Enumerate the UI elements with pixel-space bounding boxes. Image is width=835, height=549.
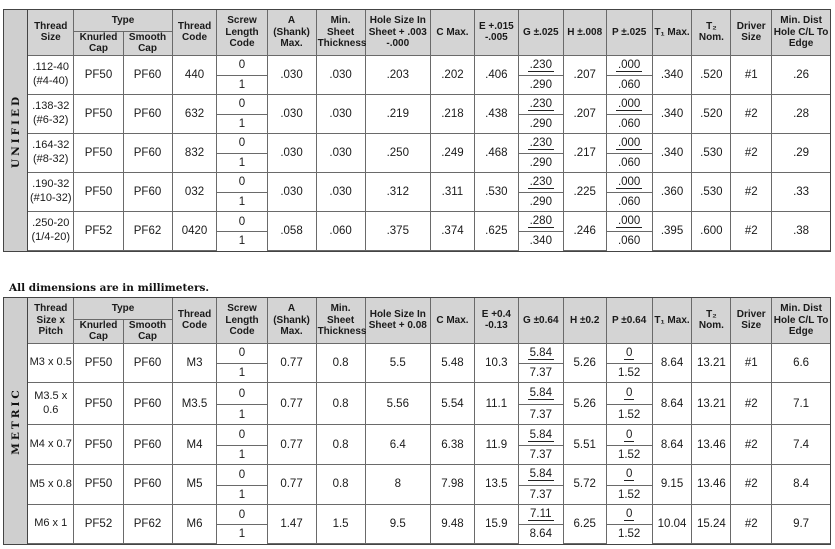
header-a: A (Shank) Max. (267, 10, 316, 55)
header-min-sheet: Min. Sheet Thickness (316, 298, 365, 343)
min-sheet-cell: 0.8 (316, 465, 365, 505)
g-cell-top (518, 504, 563, 525)
header-type: Type (74, 10, 172, 31)
screw-length-code-cell: 1 (217, 405, 267, 425)
header-smooth-cap: Smooth Cap (123, 319, 172, 343)
hole-size-cell: 9.5 (365, 504, 430, 543)
t1-cell: 8.64 (652, 383, 692, 425)
h-cell: 5.26 (563, 343, 606, 383)
thread-size-value: M3.5 x 0.6 (34, 390, 68, 416)
a-shank-cell: .030 (267, 94, 316, 133)
p-value-top: 0 (625, 346, 633, 359)
driver-size-cell: #1 (731, 55, 772, 94)
p-value-top: .000 (617, 215, 641, 228)
header-h: H ±0.2 (563, 298, 606, 343)
header-t2: T₂ Nom. (692, 10, 731, 55)
screw-length-code-cell: 0 (217, 133, 267, 153)
thread-code-cell: M3.5 (172, 383, 217, 425)
p-value-top: 0 (625, 468, 633, 481)
thread-code-cell: 632 (172, 94, 217, 133)
knurled-cap-cell: PF50 (74, 343, 123, 383)
g-cell-top (518, 211, 563, 232)
g-cell-bottom: 7.37 (518, 364, 563, 383)
units-note: All dimensions are in millimeters. (9, 282, 210, 294)
table-row (28, 133, 830, 153)
header-thread-size: Thread Size x Pitch (28, 298, 74, 343)
a-shank-cell: 0.77 (267, 425, 316, 465)
t1-cell: .360 (652, 172, 692, 211)
header-p: P ±0.64 (606, 298, 652, 343)
g-value-top: .230 (529, 58, 552, 71)
h-cell: 5.26 (563, 383, 606, 425)
thread-code-cell: 440 (172, 55, 217, 94)
t1-cell: .340 (652, 55, 692, 94)
min-dist-cell: .26 (772, 55, 830, 94)
header-t1: T₁ Max. (652, 298, 692, 343)
thread-size-value: M3 x 0.5 (29, 356, 72, 369)
header-type: Type (74, 298, 172, 319)
t2-cell: 13.21 (692, 383, 731, 425)
header-hole-size: Hole Size In Sheet + .003 -.000 (365, 10, 430, 55)
header-thread-code: Thread Code (172, 298, 217, 343)
a-shank-cell: 0.77 (267, 465, 316, 505)
g-cell-bottom: .290 (518, 192, 563, 211)
screw-length-code-cell: 0 (217, 425, 267, 446)
knurled-cap-cell: PF50 (74, 383, 123, 425)
header-a: A (Shank) Max. (267, 298, 316, 343)
h-cell: 5.72 (563, 465, 606, 505)
thread-size-cell (28, 55, 74, 94)
header-min-dist: Min. Dist Hole C/L To Edge (772, 298, 830, 343)
table-row (28, 343, 830, 364)
knurled-cap-cell: PF50 (74, 465, 123, 505)
screw-length-code-cell: 0 (217, 55, 267, 75)
c-max-cell: .218 (430, 94, 474, 133)
table-row (28, 383, 830, 405)
p-value-top: .000 (617, 97, 641, 110)
e-cell: .438 (474, 94, 518, 133)
a-shank-cell: 0.77 (267, 343, 316, 383)
table-row (28, 94, 830, 114)
g-cell-bottom: 7.37 (518, 485, 563, 504)
header-knurled-cap: Knurled Cap (74, 31, 123, 55)
thread-size-value: M6 x 1 (34, 517, 68, 530)
metric-side-label: METRIC (4, 298, 28, 544)
header-thread-code: Thread Code (172, 10, 217, 55)
min-dist-cell: .28 (772, 94, 830, 133)
g-cell-bottom: 7.37 (518, 405, 563, 425)
g-cell-bottom: .340 (518, 232, 563, 251)
g-cell-bottom: .290 (518, 114, 563, 133)
t2-cell: .530 (692, 172, 731, 211)
p-cell-top (606, 504, 652, 525)
thread-code-cell: M4 (172, 425, 217, 465)
p-value-top: .000 (617, 58, 641, 71)
e-cell: .530 (474, 172, 518, 211)
p-cell-bottom: .060 (606, 153, 652, 172)
g-value-top: .230 (529, 136, 552, 149)
screw-length-code-cell: 1 (217, 364, 267, 383)
thread-size-cell (28, 504, 74, 543)
p-cell-bottom: 1.52 (606, 525, 652, 544)
p-cell-top (606, 133, 652, 153)
smooth-cap-cell: PF60 (123, 133, 172, 172)
header-hole-size: Hole Size In Sheet + 0.08 (365, 298, 430, 343)
screw-length-code-cell: 1 (217, 485, 267, 504)
t2-cell: .520 (692, 94, 731, 133)
hole-size-cell: .312 (365, 172, 430, 211)
metric-table-body (28, 343, 830, 544)
thread-size-value: .112-40 (32, 60, 69, 73)
c-max-cell: .202 (430, 55, 474, 94)
thread-size-value: .190-32 (32, 178, 70, 191)
header-g: G ±0.64 (518, 298, 563, 343)
p-cell-bottom: 1.52 (606, 485, 652, 504)
c-max-cell: 9.48 (430, 504, 474, 543)
min-dist-cell: .38 (772, 211, 830, 250)
thread-size-value: M5 x 0.8 (29, 477, 72, 490)
h-cell: .207 (563, 55, 606, 94)
t2-cell: 13.46 (692, 425, 731, 465)
header-min-dist: Min. Dist Hole C/L To Edge (772, 10, 830, 55)
hole-size-cell: .375 (365, 211, 430, 250)
g-cell-bottom: .290 (518, 75, 563, 94)
smooth-cap-cell: PF60 (123, 172, 172, 211)
h-cell: 5.51 (563, 425, 606, 465)
e-cell: 11.9 (474, 425, 518, 465)
driver-size-cell: #2 (731, 425, 772, 465)
unified-side-label: UNIFIED (4, 10, 28, 251)
driver-size-cell: #2 (731, 133, 772, 172)
hole-size-cell: 6.4 (365, 425, 430, 465)
knurled-cap-cell: PF52 (74, 504, 123, 543)
p-cell-top (606, 343, 652, 364)
smooth-cap-cell: PF60 (123, 465, 172, 505)
p-cell-top (606, 465, 652, 486)
c-max-cell: 6.38 (430, 425, 474, 465)
thread-size-cell (28, 94, 74, 133)
t1-cell: 8.64 (652, 425, 692, 465)
header-t2: T₂ Nom. (692, 298, 731, 343)
min-dist-cell: 7.4 (772, 425, 830, 465)
a-shank-cell: .030 (267, 172, 316, 211)
g-value-top: .280 (529, 215, 552, 228)
header-e: E +.015 -.005 (474, 10, 518, 55)
min-sheet-cell: 0.8 (316, 343, 365, 383)
thread-size-number: (#10-32) (29, 191, 72, 204)
g-value-top: .230 (529, 175, 552, 188)
table-row (28, 465, 830, 486)
header-screw-length-code: Screw Length Code (217, 298, 267, 343)
h-cell: .246 (563, 211, 606, 250)
smooth-cap-cell: PF60 (123, 94, 172, 133)
t2-cell: 15.24 (692, 504, 731, 543)
g-cell-top (518, 172, 563, 192)
screw-length-code-cell: 0 (217, 211, 267, 232)
driver-size-cell: #2 (731, 465, 772, 505)
e-cell: 11.1 (474, 383, 518, 425)
knurled-cap-cell: PF52 (74, 211, 123, 250)
header-e: E +0.4 -0.13 (474, 298, 518, 343)
screw-length-code-cell: 1 (217, 445, 267, 464)
c-max-cell: .311 (430, 172, 474, 211)
knurled-cap-cell: PF50 (74, 94, 123, 133)
e-cell: .625 (474, 211, 518, 250)
hole-size-cell: .219 (365, 94, 430, 133)
screw-length-code-cell: 0 (217, 465, 267, 486)
smooth-cap-cell: PF62 (123, 504, 172, 543)
min-dist-cell: 7.1 (772, 383, 830, 425)
hole-size-cell: 5.56 (365, 383, 430, 425)
e-cell: .406 (474, 55, 518, 94)
metric-table-section (3, 297, 831, 545)
g-cell-bottom: .290 (518, 153, 563, 172)
p-value-top: 0 (625, 428, 633, 441)
screw-length-code-cell: 0 (217, 172, 267, 192)
driver-size-cell: #2 (731, 383, 772, 425)
g-value-top: 5.84 (529, 428, 552, 441)
driver-size-cell: #2 (731, 211, 772, 250)
unified-table-section (3, 9, 831, 252)
header-p: P ±.025 (606, 10, 652, 55)
screw-length-code-cell: 0 (217, 94, 267, 114)
min-dist-cell: 9.7 (772, 504, 830, 543)
t1-cell: .395 (652, 211, 692, 250)
t2-cell: .600 (692, 211, 731, 250)
thread-code-cell: 032 (172, 172, 217, 211)
g-value-top: 5.84 (529, 346, 552, 359)
min-sheet-cell: .030 (316, 133, 365, 172)
p-cell-top (606, 211, 652, 232)
header-screw-length-code: Screw Length Code (217, 10, 267, 55)
screw-length-code-cell: 1 (217, 192, 267, 211)
header-smooth-cap: Smooth Cap (123, 31, 172, 55)
c-max-cell: .249 (430, 133, 474, 172)
unified-table-body (28, 55, 830, 251)
a-shank-cell: 1.47 (267, 504, 316, 543)
thread-size-number: (#4-40) (33, 74, 69, 87)
a-shank-cell: .030 (267, 133, 316, 172)
thread-size-cell (28, 172, 74, 211)
thread-size-cell (28, 211, 74, 250)
table-row (28, 504, 830, 525)
g-cell-top (518, 94, 563, 114)
thread-size-cell (28, 383, 74, 425)
hole-size-cell: .203 (365, 55, 430, 94)
knurled-cap-cell: PF50 (74, 55, 123, 94)
screw-length-code-cell: 1 (217, 525, 267, 544)
unified-spec-table (28, 10, 830, 251)
g-cell-top (518, 55, 563, 75)
hole-size-cell: 8 (365, 465, 430, 505)
thread-size-value: M4 x 0.7 (29, 437, 72, 450)
header-h: H ±.008 (563, 10, 606, 55)
thread-size-cell (28, 133, 74, 172)
header-t1: T₁ Max. (652, 10, 692, 55)
hole-size-cell: .250 (365, 133, 430, 172)
t2-cell: .530 (692, 133, 731, 172)
c-max-cell: 5.48 (430, 343, 474, 383)
min-sheet-cell: .030 (316, 55, 365, 94)
h-cell: .207 (563, 94, 606, 133)
g-value-top: 5.84 (529, 468, 552, 481)
g-cell-top (518, 343, 563, 364)
t2-cell: 13.21 (692, 343, 731, 383)
g-cell-bottom: 8.64 (518, 525, 563, 544)
thread-size-value: .250-20 (32, 217, 70, 230)
thread-size-cell (28, 343, 74, 383)
p-cell-top (606, 94, 652, 114)
smooth-cap-cell: PF60 (123, 425, 172, 465)
c-max-cell: 5.54 (430, 383, 474, 425)
driver-size-cell: #2 (731, 94, 772, 133)
a-shank-cell: .030 (267, 55, 316, 94)
p-cell-bottom: 1.52 (606, 364, 652, 383)
header-g: G ±.025 (518, 10, 563, 55)
table-row (28, 211, 830, 232)
h-cell: .225 (563, 172, 606, 211)
p-cell-bottom: .060 (606, 192, 652, 211)
screw-length-code-cell: 1 (217, 153, 267, 172)
c-max-cell: .374 (430, 211, 474, 250)
knurled-cap-cell: PF50 (74, 133, 123, 172)
min-dist-cell: .29 (772, 133, 830, 172)
p-value-top: 0 (625, 508, 633, 521)
g-cell-top (518, 465, 563, 486)
min-dist-cell: 8.4 (772, 465, 830, 505)
driver-size-cell: #2 (731, 172, 772, 211)
p-cell-bottom: .060 (606, 232, 652, 251)
e-cell: 15.9 (474, 504, 518, 543)
t1-cell: .340 (652, 94, 692, 133)
g-cell-top (518, 425, 563, 446)
t1-cell: 10.04 (652, 504, 692, 543)
header-driver-size: Driver Size (731, 10, 772, 55)
header-c: C Max. (430, 298, 474, 343)
thread-size-number: (#6-32) (33, 113, 69, 126)
p-value-top: .000 (617, 175, 641, 188)
knurled-cap-cell: PF50 (74, 172, 123, 211)
t1-cell: .340 (652, 133, 692, 172)
screw-length-code-cell: 1 (217, 75, 267, 94)
thread-size-number: (#8-32) (33, 152, 69, 165)
header-c: C Max. (430, 10, 474, 55)
p-cell-bottom: .060 (606, 114, 652, 133)
p-cell-top (606, 383, 652, 405)
screw-length-code-cell: 0 (217, 383, 267, 405)
t2-cell: .520 (692, 55, 731, 94)
p-cell-bottom: .060 (606, 75, 652, 94)
min-sheet-cell: 0.8 (316, 425, 365, 465)
a-shank-cell: 0.77 (267, 383, 316, 425)
min-sheet-cell: .060 (316, 211, 365, 250)
screw-length-code-cell: 0 (217, 504, 267, 525)
thread-size-number: (1/4-20) (31, 230, 70, 243)
table-row (28, 55, 830, 75)
thread-size-cell (28, 465, 74, 505)
p-value-top: .000 (617, 136, 641, 149)
table-row (28, 172, 830, 192)
min-sheet-cell: 0.8 (316, 383, 365, 425)
e-cell: .468 (474, 133, 518, 172)
thread-code-cell: M6 (172, 504, 217, 543)
smooth-cap-cell: PF60 (123, 55, 172, 94)
header-driver-size: Driver Size (731, 298, 772, 343)
screw-length-code-cell: 1 (217, 232, 267, 251)
knurled-cap-cell: PF50 (74, 425, 123, 465)
driver-size-cell: #2 (731, 504, 772, 543)
g-cell-top (518, 133, 563, 153)
h-cell: 6.25 (563, 504, 606, 543)
min-dist-cell: 6.6 (772, 343, 830, 383)
c-max-cell: 7.98 (430, 465, 474, 505)
t2-cell: 13.46 (692, 465, 731, 505)
g-value-top: 7.11 (530, 508, 552, 521)
p-cell-top (606, 425, 652, 446)
smooth-cap-cell: PF60 (123, 383, 172, 425)
p-cell-top (606, 55, 652, 75)
t1-cell: 9.15 (652, 465, 692, 505)
min-sheet-cell: .030 (316, 172, 365, 211)
e-cell: 13.5 (474, 465, 518, 505)
smooth-cap-cell: PF60 (123, 343, 172, 383)
t1-cell: 8.64 (652, 343, 692, 383)
table-row (28, 425, 830, 446)
a-shank-cell: .058 (267, 211, 316, 250)
g-cell-bottom: 7.37 (518, 445, 563, 464)
header-knurled-cap: Knurled Cap (74, 319, 123, 343)
min-sheet-cell: 1.5 (316, 504, 365, 543)
smooth-cap-cell: PF62 (123, 211, 172, 250)
thread-code-cell: 0420 (172, 211, 217, 250)
p-cell-bottom: 1.52 (606, 405, 652, 425)
h-cell: .217 (563, 133, 606, 172)
p-cell-top (606, 172, 652, 192)
thread-size-cell (28, 425, 74, 465)
thread-size-value: .164-32 (32, 138, 70, 151)
thread-code-cell: 832 (172, 133, 217, 172)
metric-spec-table (28, 298, 830, 544)
e-cell: 10.3 (474, 343, 518, 383)
g-value-top: .230 (529, 97, 552, 110)
thread-code-cell: M3 (172, 343, 217, 383)
thread-code-cell: M5 (172, 465, 217, 505)
p-value-top: 0 (625, 387, 633, 400)
screw-length-code-cell: 0 (217, 343, 267, 364)
driver-size-cell: #1 (731, 343, 772, 383)
hole-size-cell: 5.5 (365, 343, 430, 383)
header-thread-size: Thread Size (28, 10, 74, 55)
g-cell-top (518, 383, 563, 405)
header-min-sheet: Min. Sheet Thickness (316, 10, 365, 55)
min-dist-cell: .33 (772, 172, 830, 211)
p-cell-bottom: 1.52 (606, 445, 652, 464)
min-sheet-cell: .030 (316, 94, 365, 133)
thread-size-value: .138-32 (32, 99, 70, 112)
g-value-top: 5.84 (529, 387, 552, 400)
screw-length-code-cell: 1 (217, 114, 267, 133)
